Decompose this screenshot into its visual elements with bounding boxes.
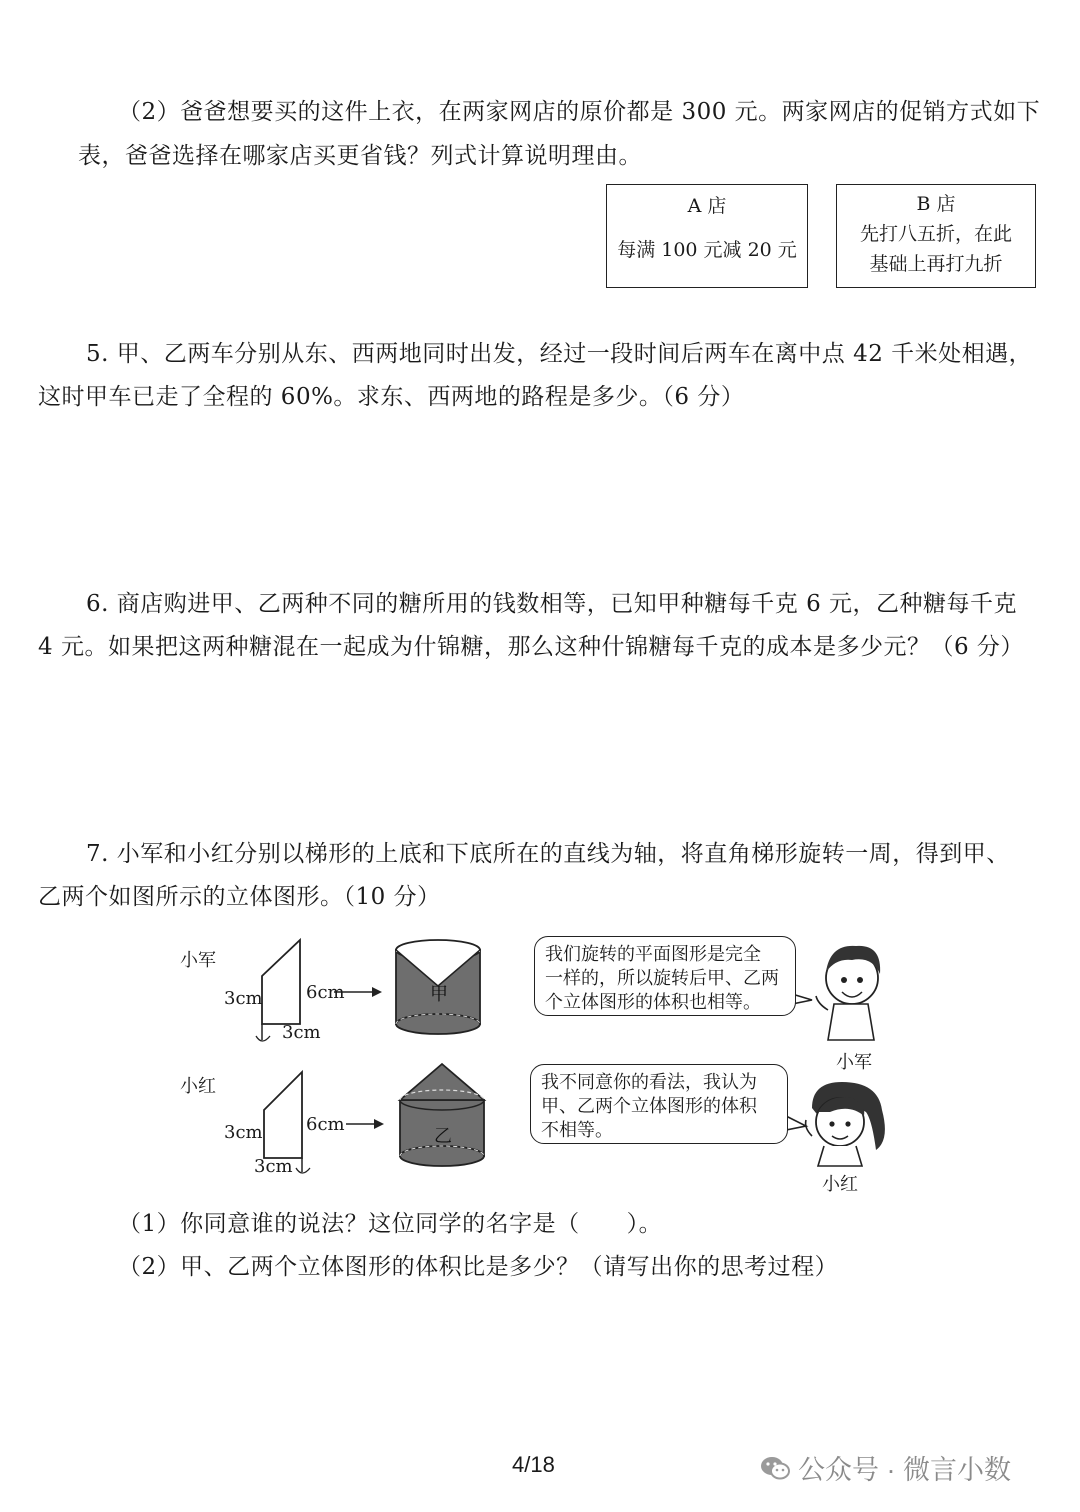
dim-hong-side: 6cm [306,1114,345,1135]
dim-jun-base: 3cm [282,1022,321,1043]
wechat-icon [760,1455,790,1481]
bubble-xiaojun [534,936,796,1016]
bubble-hong-line-3: 不相等。 [541,1120,613,1141]
shop-a-desc: 每满 100 元减 20 元 [617,239,797,261]
solid-jia-label: 甲 [430,984,448,1005]
bubble-hong-line-2: 甲、乙两个立体图形的体积 [541,1096,757,1117]
bubble-hong-line-1: 我不同意你的看法，我认为 [541,1072,757,1093]
q6-line-2: 4 元。如果把这两种糖混在一起成为什锦糖，那么这种什锦糖每千克的成本是多少元？（6 分） [38,634,1024,660]
q7-line-1: 7. 小军和小红分别以梯形的上底和下底所在的直线为轴，将直角梯形旋转一周，得到甲、 [86,841,1010,867]
shop-b-desc-1: 先打八五折，在此 [859,223,1012,245]
name-xiaohong: 小红 [822,1174,858,1195]
trapezoid-jun [262,940,300,1024]
xiaohong-label: 小红 [180,1076,216,1097]
page-number: 4/18 [512,1452,555,1477]
q5-line-1: 5. 甲、乙两车分别从东、西两地同时出发，经过一段时间后两车在离中点 42 千米处相遇， [86,341,1033,367]
dim-jun-height: 3cm [224,988,263,1009]
shop-b-title: B 店 [916,193,956,215]
watermark-text: 公众号 · 微言小数 [798,1455,1011,1485]
q4-2-line-2: 表，爸爸选择在哪家店买更省钱？列式计算说明理由。 [78,143,642,169]
dim-hong-base: 3cm [254,1156,293,1177]
name-xiaojun: 小军 [836,1052,872,1073]
bubble-jun-line-1: 我们旋转的平面图形是完全 [545,944,761,965]
bubble-jun-line-2: 一样的，所以旋转后甲、乙两 [545,968,779,989]
xiaojun-avatar [816,946,880,1040]
trapezoid-hong [264,1072,302,1158]
xiaojun-label: 小军 [180,950,216,971]
q5-line-2: 这时甲车已走了全程的 60%。求东、西两地的路程是多少。（6 分） [38,384,745,410]
q6-line-1: 6. 商店购进甲、乙两种不同的糖所用的钱数相等，已知甲种糖每千克 6 元，乙种糖每千克 [86,591,1018,617]
xiaohong-avatar [806,1082,885,1166]
q7-line-2: 乙两个如图所示的立体图形。（10 分） [38,884,441,910]
dim-jun-side: 6cm [306,982,345,1003]
q4-2-line-1: （2）爸爸想要买的这件上衣，在两家网店的原价都是 300 元。两家网店的促销方式如下 [118,99,1041,125]
solid-yi-label: 乙 [434,1126,452,1147]
watermark [760,1448,1011,1487]
dim-hong-height: 3cm [224,1122,263,1143]
bubble-jun-line-3: 个立体图形的体积也相等。 [545,992,761,1013]
rotation-arrow-hong [296,1168,310,1173]
shop-b-desc-2: 基础上再打九折 [869,253,1003,275]
q7-sub-2: （2）甲、乙两个立体图形的体积比是多少？（请写出你的思考过程） [118,1254,839,1280]
q7-sub-1: （1）你同意谁的说法？这位同学的名字是（ ）。 [118,1211,663,1237]
rotation-arrow-jun [256,1036,270,1041]
shop-a-title: A 店 [687,195,727,217]
bubble-xiaohong [530,1064,788,1144]
